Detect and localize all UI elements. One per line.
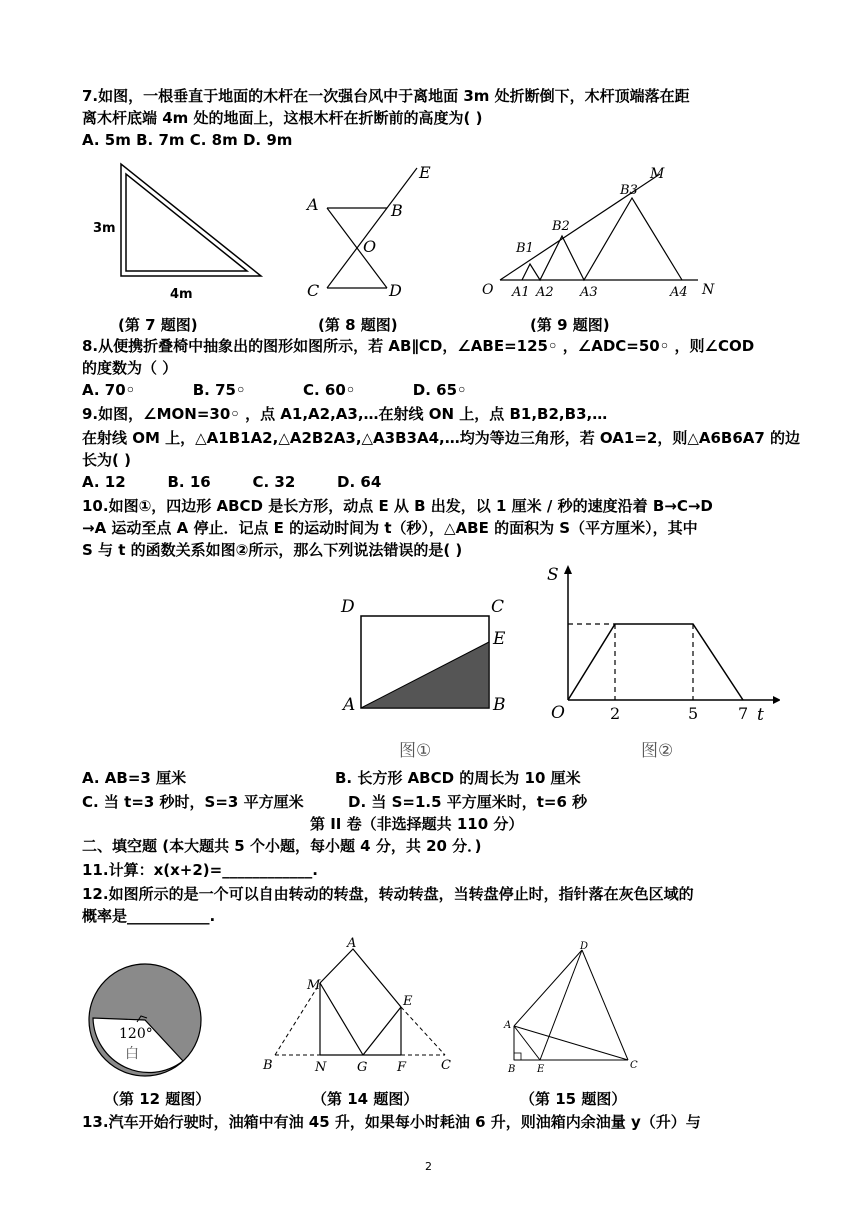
figure-9 bbox=[470, 158, 730, 303]
figure-10a bbox=[335, 590, 525, 770]
fig14-caption: （第 14 题图） bbox=[312, 1090, 419, 1108]
fig8-B: B bbox=[391, 201, 403, 220]
fig9-B1: B1 bbox=[516, 241, 534, 256]
fig12-white: 白 bbox=[125, 1046, 139, 1062]
fig7-caption: (第 7 题图) bbox=[118, 316, 198, 334]
q10-line2: →A 运动至点 A 停止．记点 E 的运动时间为 t（秒），△ABE 的面积为 S（平方厘米），其中 bbox=[82, 519, 698, 537]
q13-line1: 13.汽车开始行驶时，油箱中有油 45 升，如果每小时耗油 6 升，则油箱内余油量 y（升）与 bbox=[82, 1113, 701, 1131]
q12-line2: 概率是___________. bbox=[82, 907, 216, 925]
fig15-C: C bbox=[630, 1060, 638, 1071]
q10-option-b: B. 长方形 ABCD 的周长为 10 厘米 bbox=[335, 769, 581, 787]
fig14-A: A bbox=[347, 936, 357, 951]
fig10a-A: A bbox=[343, 695, 356, 715]
fig9-A2: A2 bbox=[536, 285, 554, 300]
fig15-A: A bbox=[504, 1020, 512, 1031]
fig10b-caption: 图② bbox=[641, 741, 674, 761]
fig15-B: B bbox=[508, 1064, 516, 1075]
section-heading: 二、填空题 (本大题共 5 个小题，每小题 4 分，共 20 分．) bbox=[82, 837, 482, 855]
q10-line1: 10.如图①，四边形 ABCD 是长方形，动点 E 从 B 出发，以 1 厘米 / 秒的速度沿着 B→C→D bbox=[82, 497, 713, 515]
figure-12 bbox=[85, 960, 215, 1080]
fig14-N: N bbox=[315, 1060, 327, 1075]
q7-options: A. 5m B. 7m C. 8m D. 9m bbox=[82, 131, 293, 149]
fig8-D: D bbox=[389, 281, 402, 300]
fig9-caption: (第 9 题图) bbox=[530, 316, 610, 334]
q12-line1: 12.如图所示的是一个可以自由转动的转盘，转动转盘，当转盘停止时，指针落在灰色区域的 bbox=[82, 885, 694, 903]
fig15-E: E bbox=[537, 1064, 545, 1075]
fig8-E: E bbox=[419, 163, 431, 182]
fig14-G: G bbox=[357, 1060, 368, 1075]
fig8-O: O bbox=[363, 237, 377, 256]
fig8-C: C bbox=[307, 281, 320, 300]
fig10b-O: O bbox=[551, 703, 565, 723]
fig10b-S: S bbox=[547, 565, 559, 585]
fig8-caption: (第 8 题图) bbox=[318, 316, 398, 334]
fig9-B3: B3 bbox=[620, 183, 638, 198]
fig9-A1: A1 bbox=[512, 285, 530, 300]
q9-line1: 9.如图，∠MON=30◦ ，点 A1,A2,A3,…在射线 ON 上，点 B1,B2,B3,… bbox=[82, 405, 608, 423]
q7-line2: 离木杆底端 4m 处的地面上，这根木杆在折断前的高度为( ) bbox=[82, 109, 483, 127]
fig9-A4: A4 bbox=[670, 285, 688, 300]
fig15-caption: （第 15 题图） bbox=[520, 1090, 627, 1108]
fig10b-tick5: 5 bbox=[688, 704, 699, 723]
volume-title: 第 II 卷（非选择题共 110 分） bbox=[310, 815, 524, 833]
fig14-E: E bbox=[403, 994, 413, 1009]
fig8-A: A bbox=[307, 195, 319, 214]
figure-15 bbox=[500, 940, 650, 1080]
q10-option-d: D. 当 S=1.5 平方厘米时，t=6 秒 bbox=[348, 793, 588, 811]
fig10a-E: E bbox=[493, 629, 506, 649]
fig10a-caption: 图① bbox=[399, 741, 432, 761]
fig12-angle: 120° bbox=[119, 1026, 153, 1042]
fig14-F: F bbox=[397, 1060, 407, 1075]
q8-line2: 的度数为（ ） bbox=[82, 359, 178, 377]
fig10a-B: B bbox=[493, 695, 506, 715]
fig10a-C: C bbox=[491, 597, 505, 617]
figure-14 bbox=[255, 935, 465, 1080]
page-number: 2 bbox=[425, 1160, 432, 1173]
q7-line1: 7.如图，一根垂直于地面的木杆在一次强台风中于离地面 3m 处折断倒下，木杆顶端落在距 bbox=[82, 87, 690, 105]
q8-line1: 8.从便携折叠椅中抽象出的图形如图所示，若 AB∥CD，∠ABE=125◦ ，∠ADC=50◦ ，则∠COD bbox=[82, 337, 755, 355]
figure-8 bbox=[295, 160, 445, 305]
figure-7 bbox=[85, 160, 275, 305]
fig9-A3: A3 bbox=[580, 285, 598, 300]
fig12-caption: （第 12 题图） bbox=[104, 1090, 211, 1108]
fig14-B: B bbox=[263, 1058, 273, 1073]
fig10a-D: D bbox=[341, 597, 355, 617]
fig7-label-4m: 4m bbox=[170, 287, 193, 302]
fig9-M: M bbox=[650, 166, 665, 182]
q9-line2: 在射线 OM 上，△A1B1A2,△A2B2A3,△A3B3A4,…均为等边三角形，若 OA1=2，则△A6B6A7 的边 bbox=[82, 429, 801, 447]
q10-option-c: C. 当 t=3 秒时，S=3 平方厘米 bbox=[82, 793, 304, 811]
fig10b-tick2: 2 bbox=[610, 704, 621, 723]
figure-10b bbox=[535, 562, 780, 772]
fig9-N: N bbox=[702, 282, 715, 298]
q10-option-a: A. AB=3 厘米 bbox=[82, 769, 187, 787]
fig10b-tick7: 7 bbox=[738, 704, 749, 723]
q11-text: 11.计算：x(x+2)=____________. bbox=[82, 861, 318, 879]
q10-line3: S 与 t 的函数关系如图②所示，那么下列说法错误的是( ) bbox=[82, 541, 463, 559]
q8-options: A. 70◦ B. 75◦ C. 60◦ D. 65◦ bbox=[82, 381, 467, 399]
q9-options: A. 12 B. 16 C. 32 D. 64 bbox=[82, 473, 382, 491]
fig9-B2: B2 bbox=[552, 219, 570, 234]
fig9-O: O bbox=[482, 282, 494, 298]
fig14-M: M bbox=[307, 978, 321, 993]
fig14-C: C bbox=[441, 1058, 451, 1073]
q9-line3: 长为( ) bbox=[82, 451, 131, 469]
fig15-D: D bbox=[580, 941, 589, 952]
fig10b-t: t bbox=[757, 705, 764, 725]
fig7-label-3m: 3m bbox=[93, 221, 116, 236]
